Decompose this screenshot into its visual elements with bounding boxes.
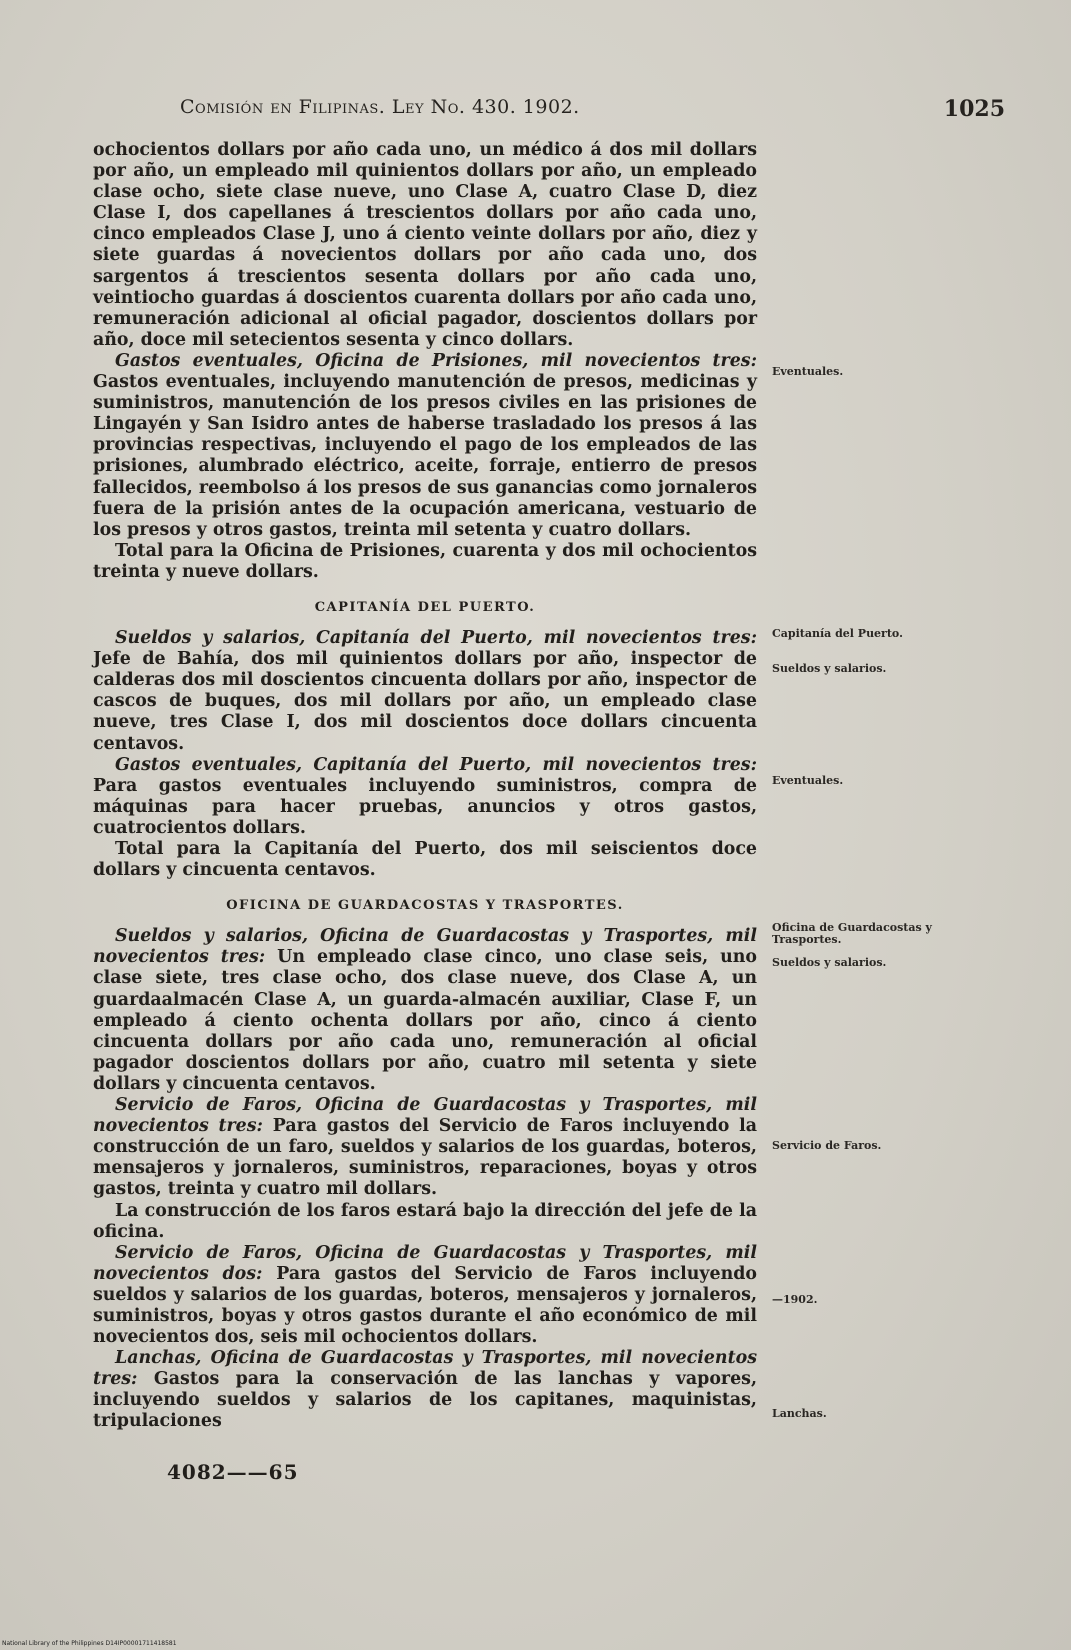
margin-note-eventuales: Eventuales. [772, 365, 844, 378]
footer-credit: National Library of the Philippines D14IP00001711418581 [2, 1640, 177, 1647]
margin-note-sueldos: Sueldos y salarios. [772, 662, 887, 675]
paragraph-construccion-faros: La construcción de los faros estará bajo la dirección del jefe de la oficina. [93, 1200, 757, 1242]
margin-note-sueldos-2: Sueldos y salarios. [772, 956, 887, 969]
paragraph-total-capitania: Total para la Capitanía del Puerto, dos mil seiscientos doce dollars y cincuenta centavos. [93, 839, 757, 881]
margin-note-lanchas: Lanchas. [772, 1407, 827, 1420]
margin-note-guardacostas: Oficina de Guardacostas y Trasportes. [772, 921, 932, 946]
margin-note-eventuales-2: Eventuales. [772, 774, 844, 787]
paragraph-gastos-capitania [93, 755, 757, 839]
paragraph-lead: Gastos eventuales, Capitanía del Puerto, mil novecientos tres: [115, 754, 757, 775]
paragraph-text: Para gastos del Servicio de Faros incluyendo sueldos y salarios de los guardas, boteros, mensajeros y jornaleros, suministros, boyas y otros gastos durante el año económico de mil novecientos dos, seis mil ochocientos dollars. [93, 1263, 758, 1348]
paragraph-text: Gastos eventuales, incluyendo manutención de presos, medicinas y suministros, manutención de los presos civiles en las prisiones de Lingayén y San Isidro antes de haberse trasladado los presos á las provincias respectivas, incluyendo el pago de los empleados de las prisiones, alumbrado eléctrico, aceite, forraje, entierro de presos fallecidos, reembolso á los presos de sus ganancias como jornaleros fuera de la prisión antes de la ocupación americana, vestuario de los presos y otros gastos, treinta mil setenta y cuatro dollars. [93, 372, 757, 540]
paragraph-lead: Servicio de Faros, Oficina de Guardacostas y Trasportes, mil novecientos dos: [93, 1242, 757, 1284]
margin-note-1902: —1902. [772, 1293, 818, 1306]
running-head: Comisión en Filipinas. Ley No. 430. 1902. [180, 96, 580, 118]
page-number: 1025 [943, 96, 1005, 122]
paragraph-text: Para gastos eventuales incluyendo suministros, compra de máquinas para hacer pruebas, anuncios y otros gastos, cuatrocientos dollars. [93, 775, 757, 838]
paragraph-text: Un empleado clase cinco, uno clase seis, uno clase siete, tres clase ocho, dos clase nueve, dos Clase A, un guardaalmacén Clase A, un guarda-almacén auxiliar, Clase F, un empleado á ciento ochenta dollars por año, cinco á ciento cincuenta dollars por año cada uno, remuneración al oficial pagador doscientos dollars por año, cuatro mil setenta y siete dollars y cincuenta centavos. [93, 947, 758, 1094]
paragraph-lead: Gastos eventuales, Oficina de Prisiones, mil novecientos tres: [115, 350, 757, 371]
printer-signature: 4082——65 [167, 1460, 299, 1484]
body-text-column [93, 140, 757, 1433]
paragraph-text: Para gastos del Servicio de Faros incluyendo la construcción de un faro, sueldos y salarios de los guardas, boteros, mensajeros y jornaleros, suministros, reparaciones, boyas y otros gastos, treinta y cuatro mil dollars. [93, 1116, 757, 1200]
paragraph-sueldos-capitania [93, 628, 757, 755]
margin-note-capitania: Capitanía del Puerto. [772, 627, 903, 640]
section-heading-capitania: CAPITANÍA DEL PUERTO. [314, 599, 536, 615]
section-heading-guardacostas: OFICINA DE GUARDACOSTAS Y TRASPORTES. [226, 898, 624, 914]
paragraph-lead: Sueldos y salarios, Oficina de Guardacostas y Trasportes, mil novecientos tres: [93, 926, 757, 968]
paragraph-lead: Lanchas, Oficina de Guardacostas y Trasportes, mil novecientos tres: [93, 1348, 757, 1390]
paragraph-faros-1903 [93, 1095, 757, 1200]
paragraph-faros-1902 [93, 1243, 757, 1348]
paragraph-continued: ochocientos dollars por año cada uno, un médico á dos mil dollars por año, un empleado mil quinientos dollars por año, un empleado clase ocho, siete clase nueve, uno Clase A, cuatro Clase D, diez Clase I, dos capellanes á trescientos dollars por año cada uno, cinco empleados Clase J, uno á ciento veinte dollars por año, diez y siete guardas á novecientos dollars por año cada uno, dos sargentos á trescientos sesenta dollars por año cada uno, veintiocho guardas á doscientos cuarenta dollars por año cada uno, remuneración adicional al oficial pagador, doscientos dollars por año, doce mil setecientos sesenta y cinco dollars. [93, 140, 757, 350]
paragraph-lead: Sueldos y salarios, Capitanía del Puerto, mil novecientos tres: [115, 628, 757, 649]
paragraph-lead: Servicio de Faros, Oficina de Guardacostas y Trasportes, mil novecientos tres: [93, 1095, 757, 1137]
paragraph-sueldos-guardacostas [93, 926, 757, 1095]
margin-note-faros: Servicio de Faros. [772, 1139, 882, 1152]
paragraph-text: Jefe de Bahía, dos mil quinientos dollars por año, inspector de calderas dos mil doscientos cincuenta dollars por año, inspector de cascos de buques, dos mil dollars por año, un empleado clase nueve, tres Clase I, dos mil doscientos doce dollars cincuenta centavos. [93, 649, 757, 754]
paragraph-text: Gastos para la conservación de las lanchas y vapores, incluyendo sueldos y salarios de los capitanes, maquinistas, tripulaciones [93, 1369, 757, 1432]
paragraph-lanchas [93, 1348, 757, 1432]
paragraph-gastos-prisiones [93, 351, 757, 541]
paragraph-total-prisiones: Total para la Oficina de Prisiones, cuarenta y dos mil ochocientos treinta y nueve dollars. [93, 540, 757, 582]
